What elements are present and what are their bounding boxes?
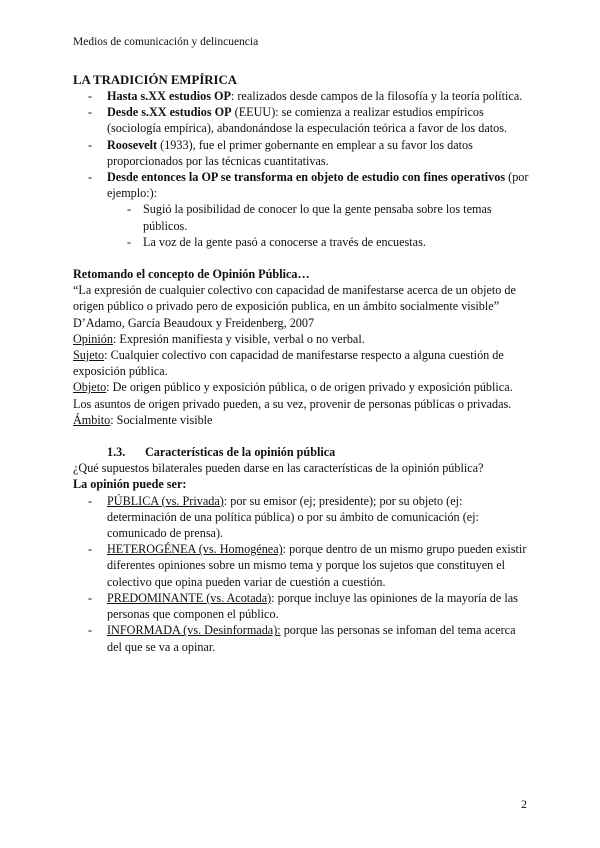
list-item bbox=[73, 541, 531, 590]
item-text: : porque dentro de un mismo grupo pueden existir diferentes opiniones sobre un mismo tema y porque los sujetos que constituyen el colectivo que opina pueden variar de cuestión a cuestión. bbox=[107, 542, 527, 589]
definition-sujeto bbox=[73, 347, 531, 379]
item-lead: Desde entonces la OP se transforma en objeto de estudio con fines operativos bbox=[107, 170, 506, 185]
item-lead: Hasta s.XX estudios OP bbox=[107, 89, 231, 103]
item-text: (1933), fue el primer gobernante en emplear a su favor los datos proporcionados por las técnicas cuantitativas. bbox=[107, 137, 473, 168]
definition-text: : Cualquier colectivo con capacidad de manifestarse respecto a alguna cuestión de exposición pública. bbox=[73, 348, 504, 379]
caracteristicas-list bbox=[73, 493, 531, 655]
item-term: PREDOMINANTE (vs. Acotada) bbox=[107, 590, 272, 605]
term: Sujeto bbox=[73, 348, 105, 363]
subsection-heading bbox=[73, 444, 531, 460]
subsection-number: 1.3. bbox=[107, 445, 126, 460]
page-number: 2 bbox=[521, 797, 527, 811]
subsection-lead: La opinión puede ser: bbox=[73, 477, 187, 492]
item-lead: Desde s.XX estudios OP bbox=[107, 105, 232, 120]
sublist-item: - Sugió la posibilidad de conocer lo que la gente pensaba sobre los temas públicos. bbox=[73, 201, 531, 233]
item-term: PÚBLICA (vs. Privada) bbox=[107, 493, 224, 508]
sublist-item: - La voz de la gente pasó a conocerse a través de encuestas. bbox=[73, 234, 531, 250]
list-item bbox=[73, 622, 531, 654]
definition-quote: “La expresión de cualquier colectivo con capacidad de manifestarse acerca de un objeto de origen público o privado pero de exposición publica, en un ámbito socialmente visible” bbox=[73, 283, 516, 314]
definition-ambito bbox=[73, 412, 531, 428]
definition-text: : De origen público y exposición pública, o de origen privado y exposición pública. Los asuntos de origen privado pueden, a su vez, provenir de personas públicas o privadas. bbox=[73, 380, 513, 411]
list-item bbox=[73, 104, 531, 136]
tradicion-list bbox=[73, 88, 531, 250]
term: Objeto bbox=[73, 380, 107, 395]
item-text: porque las personas se infoman del tema acerca del que se va a opinar. bbox=[107, 623, 516, 654]
section-title-tradicion: LA TRADICIÓN EMPÍRICA bbox=[73, 73, 238, 87]
sublist bbox=[73, 201, 531, 250]
list-item bbox=[73, 590, 531, 622]
item-text: : por su emisor (ej; presidente); por su objeto (ej: determinación de una política pública) o por su ámbito de comunicación (ej: comunicado de prensa). bbox=[107, 493, 479, 541]
list-item bbox=[73, 169, 531, 250]
definition-objeto bbox=[73, 379, 531, 411]
list-item bbox=[73, 88, 531, 104]
item-text: (EEUU): se comienza a realizar estudios empíricos (sociología empírica), abandonándose la especulación teórica a favor de los datos. bbox=[107, 105, 507, 136]
definition-text: : Socialmente visible bbox=[110, 412, 213, 427]
list-item bbox=[73, 137, 531, 169]
definition-opinion bbox=[73, 331, 531, 347]
item-text: : porque incluye las opiniones de la mayoría de las personas que componen el público. bbox=[107, 590, 518, 622]
quote-citation: D’Adamo, García Beaudoux y Freidenberg, 2007 bbox=[73, 315, 315, 330]
definition-text: : Expresión manifiesta y visible, verbal o no verbal. bbox=[112, 331, 365, 346]
subsection-title: Características de la opinión pública bbox=[145, 445, 336, 460]
term: Opinión bbox=[73, 331, 113, 346]
item-text: (por ejemplo:): bbox=[107, 170, 529, 201]
term: Ámbito bbox=[73, 412, 111, 427]
page-content bbox=[73, 72, 531, 655]
running-header: Medios de comunicación y delincuencia bbox=[73, 36, 259, 48]
item-text: : realizados desde campos de la filosofía y la teoría política. bbox=[230, 89, 523, 103]
section-title-retomando: Retomando el concepto de Opinión Pública… bbox=[73, 267, 310, 282]
item-term: HETEROGÉNEA (vs. Homogénea) bbox=[107, 542, 283, 557]
item-lead: Roosevelt bbox=[107, 137, 158, 152]
item-term: INFORMADA (vs. Desinformada): bbox=[107, 623, 281, 638]
subsection-question: ¿Qué supuestos bilaterales pueden darse en las características de la opinión pública? bbox=[73, 461, 484, 476]
list-item bbox=[73, 493, 531, 542]
